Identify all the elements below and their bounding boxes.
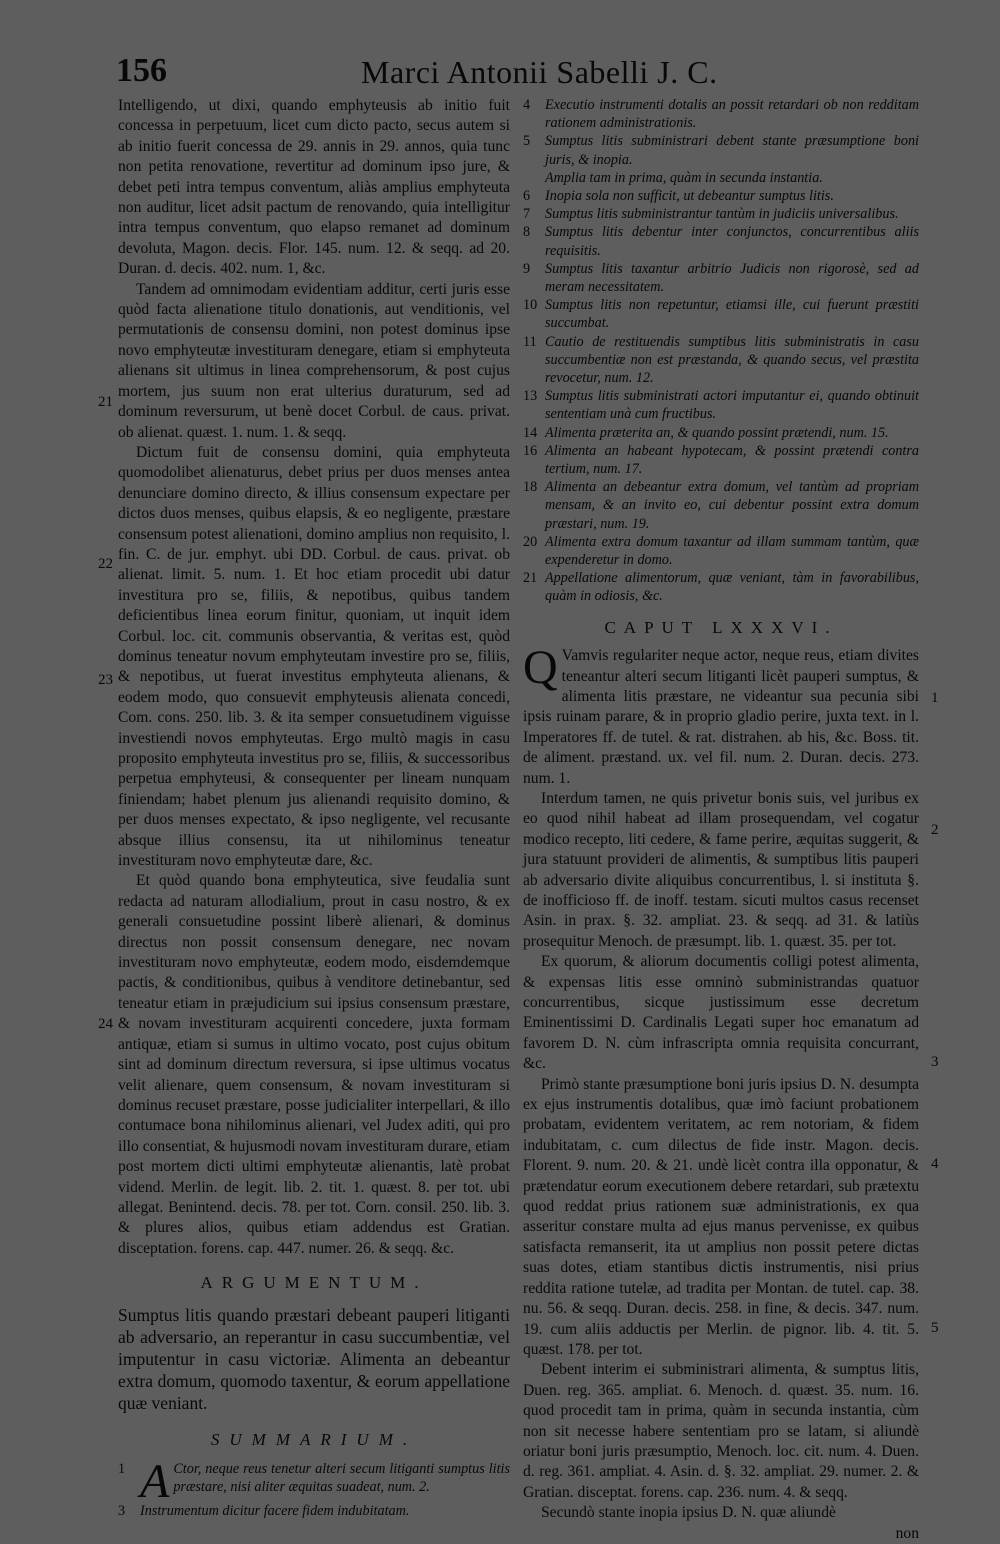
page-number: 156 [116,52,167,89]
summary-item-number: 16 [523,442,538,459]
summary-item-text: Sumptus litis subministrari debent stante præsumptione boni juris, & inopia. [545,133,919,168]
margin-number: 5 [931,1320,939,1336]
paragraph [523,641,919,789]
summary-item-number: 18 [523,479,538,496]
summary-item [523,533,919,569]
summary-item [523,169,919,187]
summary-item-text: Appellatione alimentorum, quæ veniant, tàm in favorabilibus, quàm in odiosis, &c. [545,570,919,605]
summary-item-number: 5 [523,133,531,150]
paragraph: Primò stante præsumptione boni juris ipsius D. N. desumpta ex ejus instrumentis dotalibus, quæ imò faciunt probationem probatam, evidentem veritatem, ac rem notoriam, & fidem indubitatam, c. cum dilectus de fide instr. Magon. decis. Florent. 9. num. 20. & 21. undè licèt contra illa opponatur, & prætendatur eorum executionem debere retardari, sub prætextu quod reddat prius rationem suæ administrationis, ex qua asseritur constare multa ad ejus manus pervenisse, ex quibus satisfacta remanserit, ita ut amplius non possit petere dictas suas dotes, etiam stantibus dictis instrumentis, nisi prius reddita ratione tutelæ, ad tradita per Montan. de tutel. cap. 38. nu. 56. & seqq. Duran. decis. 258. in fine, & decis. 347. num. 19. cum aliis adductis per Merlin. de pignor. lib. 4. tit. 5. quæst. 178. per tot. [523,1075,919,1358]
summary-item-text: Alimenta præterita an, & quando possint prætendi, num. 15. [545,424,889,441]
summary-item-number: 21 [523,570,538,587]
summary-item-number: 9 [523,260,531,277]
argumentum-heading: ARGUMENTUM. [200,1273,428,1293]
summary-item [523,333,919,388]
margin-number: 4 [931,1156,939,1172]
summary-item-text: Sumptus litis non repetuntur, etiamsi ille, cui fuerunt præstiti succumbat. [545,297,919,332]
summary-item [523,296,919,332]
summary-item [118,1454,510,1508]
summary-item-number: 14 [523,424,538,441]
summary-item-text: Sumptus litis subministrantur tantùm in judiciis universalibus. [545,206,899,223]
summary-item [118,1502,510,1520]
summary-item-text: Sumptus litis debentur inter conjunctos, concurrentibus aliis requisitis. [545,224,919,259]
summarium-heading: SUMMARIUM. [210,1429,418,1449]
summary-item-number: 6 [523,188,531,205]
paragraph: Intelligendo, ut dixi, quando emphyteusis ab initio fuit concessa in perpetuum, licet cum dicto pacto, secus autem si ab initio fuerit concessa de 29. annis in 29. annos, quia tunc non petita renovatione, revertitur ad dominum ipso jure, & debet peti intra tempus conventum, aliàs amplius emphyteuta non auditur, licet adsit pactum de renovando, quia intelligitur intra tempus conventum, quo elapso remanet ad dominum devoluta, Magon. decis. Flor. 145. num. 12. & seqq. ad 20. Duran. d. decis. 402. num. 1, &c. [118,97,510,278]
paragraph: Tandem ad omnimodam evidentiam additur, certi juris esse quòd facta alienatione titulo donationis, aut venditionis, vel permutationis de consensu domini, non potest dominus ipse novo emphyteutæ investituram denegare, etiam si emphyteuta alienans sit ultimus in linea comprehensorum, & post cujus mortem, jus suum non erat ulterius duraturum, sed ad dominum reversurum, ut benè docet Corbul. de caus. privat. ob alienat. quæst. 1. num. 1. & seqq. [118,280,510,441]
summary-item [523,387,919,423]
margin-number: 23 [98,672,113,688]
margin-number: 24 [98,1016,113,1032]
paragraph: Debent interim ei subministrari alimenta, & sumptus litis, Duen. reg. 365. ampliat. 6. Menoch. d. quæst. 35. num. 16. quod procedit tam in prima, quàm in secunda instantia, cùm non sit necesse habere sententiam pro se latam, si aliundè oriatur boni juris præsumptio, Menoch. loc. cit. num. 4. Duen. d. reg. 361. ampliat. 4. Asin. d. §. 32. ampliat. 29. numer. 2. & Gratian. disceptat. forens. cap. 236. num. 4. & seqq. [523,1361,919,1501]
summary-item-text: Cautio de restituendis sumptibus litis subministratis in casu succumbentiæ non est præstanda, & quando secus, vel præstita revocetur, num. 12. [545,333,919,387]
summary-item [523,569,919,605]
argumentum-text: Sumptus litis quando præstari debeant pauperi litiganti ab adversario, an reperantur in casu succumbentiæ, vel imputentur in casu victoriæ. Alimenta an debeantur extra domum, quomodo taxentur, & eorum appellatione quæ veniant. [118,1304,510,1413]
summary-item [523,478,919,533]
paragraph: Et quòd quando bona emphyteutica, sive feudalia sunt redacta ad naturam allodialium, prout in casu nostro, & ex generali consuetudine possint liberè alienari, & dominus directus non possit consensum denegare, nec novam investituram novo emphyteutæ, eodem modo, eisdemdemque pactis, & conditionibus, quibus à venditore detinebantur, sed teneatur etiam in præjudicium sui ipsius consensum præstare, & novam investituram acquirenti concedere, juxta formam antiquæ, etiam si sumus in ultimo vocato, post cujus obitum sint ad dominum directum reversura, si ipse ultimus vocatus velit alienare, quem consensum, & novam investituram si dominus recuset præstare, posse judicialiter interpellari, & illo contumace bona nihilominus alienari, vel Judex aditi, qui pro illo consentiat, & hujusmodi novam investituram durare, etiam post mortem dicti ultimi emphyteutæ alienantis, latè probat vidend. Merlin. de legit. lib. 2. tit. 1. quæst. 8. per tot. ubi allegat. Benintend. decis. 78. per tot. Corn. consil. 250. lib. 3. & plures alios, quibus etiam addendus est Gratian. disceptation. forens. cap. 447. numer. 26. & seqq. &c. [118,872,510,1257]
summary-item [523,442,919,478]
margin-number: 21 [98,394,113,410]
summary-item-number: 3 [118,1502,126,1519]
summary-item [523,205,919,223]
summary-item-text: Instrumentum dicitur facere fidem indubitatam. [140,1502,410,1519]
summary-item-text: Sumptus litis subministrati actori imputantur ei, quando obtinuit sententiam unà cum fructibus. [545,388,919,423]
drop-cap: A [140,1454,170,1508]
paragraph: Ex quorum, & aliorum documentis colligi potest alimenta, & expensas litis esse omninò subministrandas quatuor concurrentibus, sicque justissimum esse decretum Eminentissimi D. Cardinalis Legati super hoc emanatum ad favorem D. N. cùm infrascripta omnia requisita concurrant, &c. [523,953,919,1073]
summary-item-text: Executio instrumenti dotalis an possit retardari ob non redditam rationem administrationis. [545,97,919,132]
summary-item-number: 13 [523,388,538,405]
summary-item-number: 4 [523,97,531,113]
summary-item [523,424,919,442]
margin-number: 1 [931,690,939,706]
paragraph-text: Vamvis regulariter neque actor, neque reus, etiam divites teneantur alteri secum litiganti licèt pauperi sumptus, & alimenta litis præstare, ne videantur sua pecunia sibi ipsis ruinam parare, & in proprio gladio perire, juxta text. in l. Imperatores ff. de tutel. & rat. distrahen. ab his, &c. Boss. tit. de aliment. præstand. ux. vel fil. num. 2. Duran. decis. 273. num. 1. [523,647,919,787]
margin-number: 3 [931,1054,939,1070]
summary-item [523,132,919,168]
summary-item-text: Alimenta an habeant hypotecam, & possint prætendi contra tertium, num. 17. [545,442,919,478]
drop-cap: Q [523,641,558,695]
summary-item-number: 8 [523,224,531,241]
paragraph: Dictum fuit de consensu domini, quia emphyteuta quomodolibet alienaturus, debet prius per duos menses antea denunciare domino directo, & illius consensum expectare per dictos duos menses, quibus elapsis, & eo negligente, præstare consensum potest alienationi, domino amplius non requisito, l. fin. C. de jur. emphyt. ubi DD. Corbul. de caus. privat. ob alienat. limit. 5. num. 1. Et hoc etiam procedit ubi datur investitura pro se, filiis, & nepotibus, quibus tandem deficientibus linea eorum finitur, quoniam, ut inquit idem Corbul. loc. cit. communis observantia, & veritas est, quòd dominus teneatur novum emphyteutam investire pro se, filiis, & nepotibus, ut fuerat investitus emphyteuta alienans, & eodem modo, quo consuevit emphyteusis alienata concedi, Com. cons. 250. lib. 3. & ita semper consuetudinem viguisse investiendi novos emphyteutas. Ergo multò magis in casu proposito emphyteuta investitus pro se, filiis, & successoribus perpetua emphyteusi, & consequenter per lineam nunquam finiendam; habet plenum jus alienandi requisito domino, & per duos menses expectato, & ipso negligente, vel recusante absque illius consensu, ita ut nihilominus teneatur investituram novo emphyteutæ dare, &c. [118,443,510,870]
summary-item-text: Alimenta extra domum taxantur ad illam summam tantùm, quæ expenderetur in domo. [545,533,919,569]
summary-item-text: Alimenta an debeantur extra domum, vel tantùm ad propriam mensam, & an invito eo, cui debentur possint extra domum præstari, num. 19. [545,479,919,532]
chapter-heading: CAPUT LXXXVI. [604,617,838,637]
margin-number: 2 [931,822,939,838]
summary-item [523,223,919,259]
margin-number: 22 [98,556,113,572]
right-column [523,96,939,1544]
summary-item-number: 11 [523,333,537,350]
summary-item [523,96,919,132]
summary-item [523,187,919,205]
left-column [98,96,510,1520]
summary-item-text: Sumptus litis taxantur arbitrio Judicis non rigorosè, sed ad meram necessitatem. [545,260,919,296]
page-header [116,52,936,98]
paragraph: Secundò stante inopia ipsius D. N. quæ aliundè [541,1504,836,1522]
running-title: Marci Antonii Sabelli J. C. [361,54,718,90]
summary-item-text: Ctor, neque reus tenetur alteri secum litiganti sumptus litis præstare, nisi aliter æquitas suadeat, num. 2. [173,1460,510,1496]
catchword: non [895,1524,919,1542]
summary-item-number: 1 [118,1460,126,1477]
summary-item [523,260,919,296]
summary-item-number: 7 [523,206,531,223]
paragraph: Interdum tamen, ne quis privetur bonis suis, vel juribus ex eo quod nihil habeat ad illam prosequendam, vel cogatur modico recepto, liti cedere, & fame perire, æquitas suggerit, & jura statuunt provideri de alimentis, & sumptibus litis pauperi ab adversario divite aliquibus concurrentibus, l. si instituta §. de inofficioso ff. de inoff. testam. sicuti multos casus recenset Asin. in prax. §. 32. ampliat. 23. & seqq. ad 31. & latiùs prosequitur Menoch. de præsumpt. lib. 1. quæst. 35. per tot. [523,789,919,950]
summary-item-number: 20 [523,533,538,550]
summary-item-text: Inopia sola non sufficit, ut debeantur sumptus litis. [545,188,834,205]
summary-item-number: 10 [523,297,538,314]
summary-item-text: Amplia tam in prima, quàm in secunda instantia. [545,169,823,186]
